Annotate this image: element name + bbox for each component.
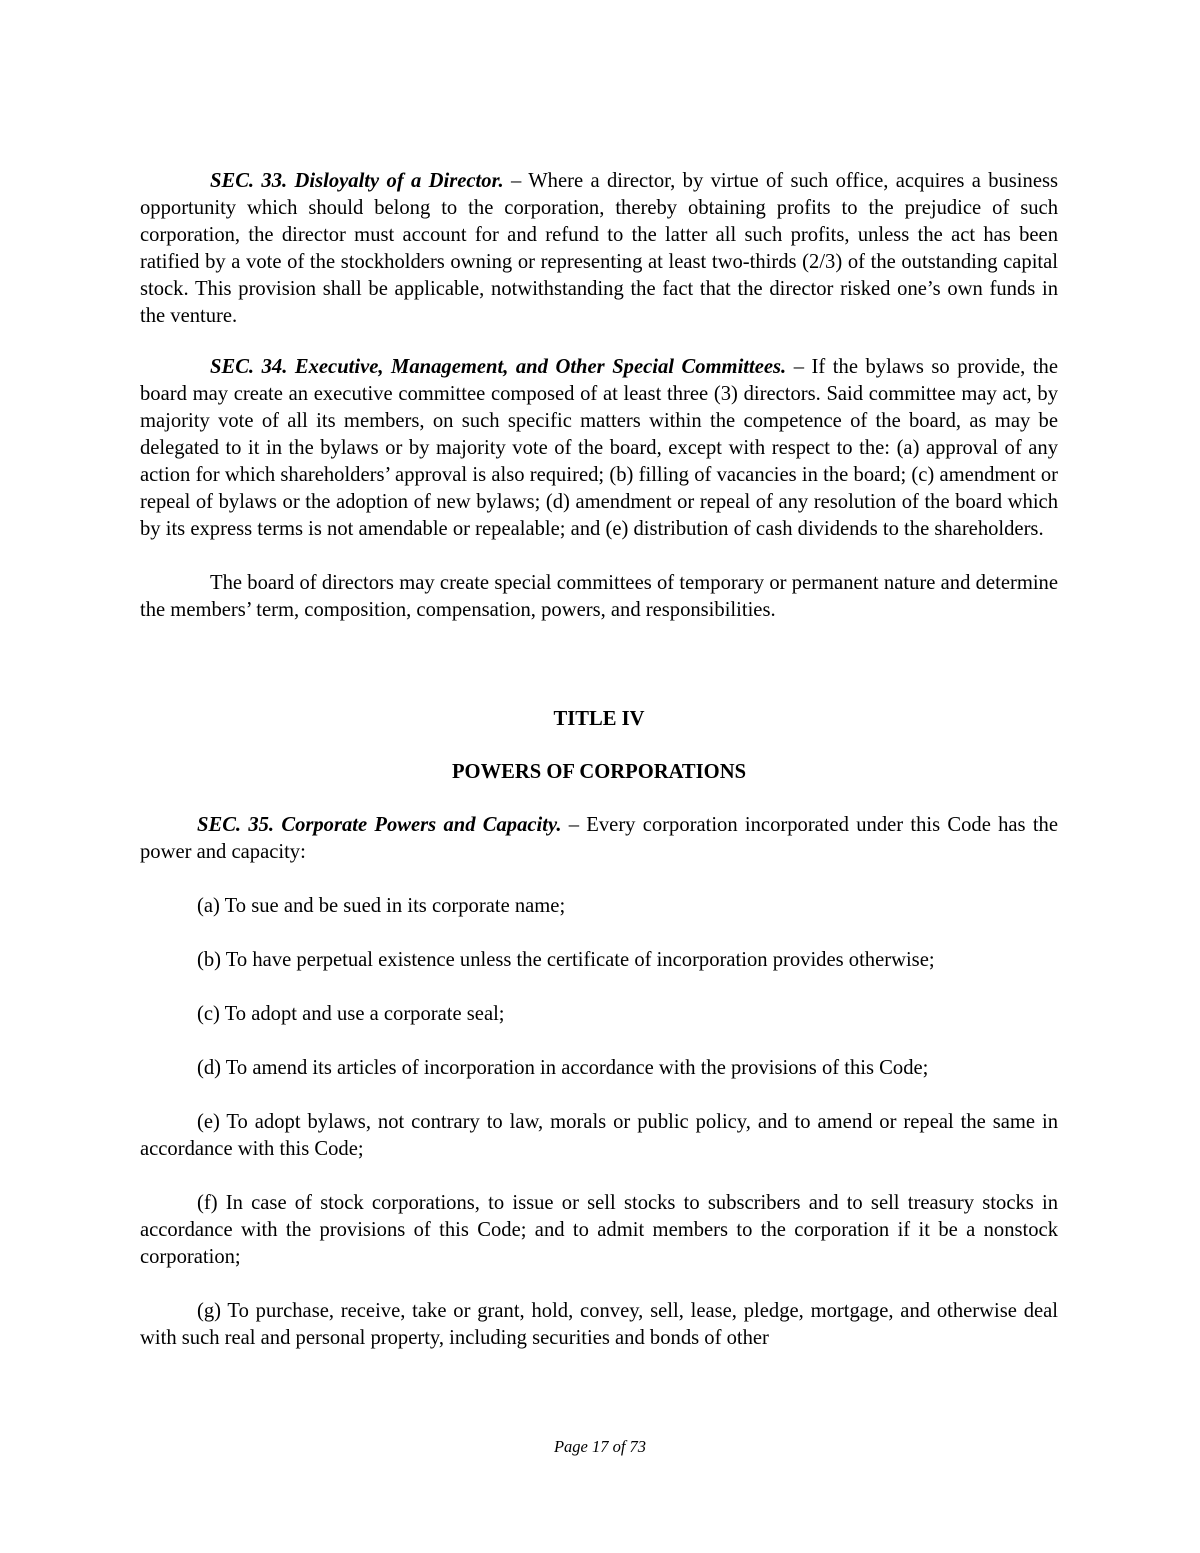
- document-page: [140, 168, 1058, 1352]
- sec34-paragraph: [140, 354, 1058, 543]
- sec34-title: SEC. 34. Executive, Management, and Other Special Committees.: [210, 356, 787, 378]
- power-item-d: (d) To amend its articles of incorporation in accordance with the provisions of this Code;: [197, 1057, 929, 1079]
- sec35-title: SEC. 35. Corporate Powers and Capacity.: [197, 814, 562, 836]
- sec34-paragraph-2: The board of directors may create special committees of temporary or permanent nature and determine the members’ term, composition, compensation, powers, and responsibilities.: [140, 572, 1058, 621]
- sec34-text: – If the bylaws so provide, the board may create an executive committee composed of at least three (3) directors. Said committee may act, by majority vote of all its members, on such specific matters within the competence of the board, as may be delegated to it in the bylaws or by majority vote of the board, except with respect to the: (a) approval of any action for which shareholders’ approval is also required; (b) filling of vacancies in the board; (c) amendment or repeal of bylaws or the adoption of new bylaws; (d) amendment or repeal of any resolution of the board which by its express terms is not amendable or repealable; and (e) distribution of cash dividends to the shareholders.: [140, 356, 1058, 540]
- page-number: Page 17 of 73: [553, 1437, 647, 1456]
- title-name: POWERS OF CORPORATIONS: [451, 761, 747, 783]
- power-item-e: (e) To adopt bylaws, not contrary to law, morals or public policy, and to amend or repeal the same in accordance with this Code;: [140, 1111, 1058, 1160]
- sec35-paragraph: [140, 812, 1058, 866]
- sec33-paragraph: [140, 168, 1058, 330]
- sec33-text: – Where a director, by virtue of such office, acquires a business opportunity which should belong to the corporation, thereby obtaining profits to the prejudice of such corporation, the director must account for and refund to the latter all such profits, unless the act has been ratified by a vote of the stockholders owning or representing at least two-thirds (2/3) of the outstanding capital stock. This provision shall be applicable, notwithstanding the fact that the director risked one’s own funds in the venture.: [140, 170, 1058, 327]
- sec35-text: – Every corporation incorporated under this Code has the power and capacity:: [140, 814, 1058, 863]
- sec33-title: SEC. 33. Disloyalty of a Director.: [210, 170, 504, 192]
- power-item-a: (a) To sue and be sued in its corporate name;: [197, 895, 566, 917]
- power-item-c: (c) To adopt and use a corporate seal;: [197, 1003, 505, 1025]
- power-item-b: (b) To have perpetual existence unless the certificate of incorporation provides otherwise;: [197, 949, 935, 971]
- power-item-g: (g) To purchase, receive, take or grant, hold, convey, sell, lease, pledge, mortgage, and otherwise deal with such real and personal property, including securities and bonds of other: [140, 1300, 1058, 1349]
- power-item-f: (f) In case of stock corporations, to issue or sell stocks to subscribers and to sell treasury stocks in accordance with the provisions of this Code; and to admit members to the corporation if it be a nonstock corporation;: [140, 1192, 1058, 1268]
- title-number: TITLE IV: [553, 708, 645, 730]
